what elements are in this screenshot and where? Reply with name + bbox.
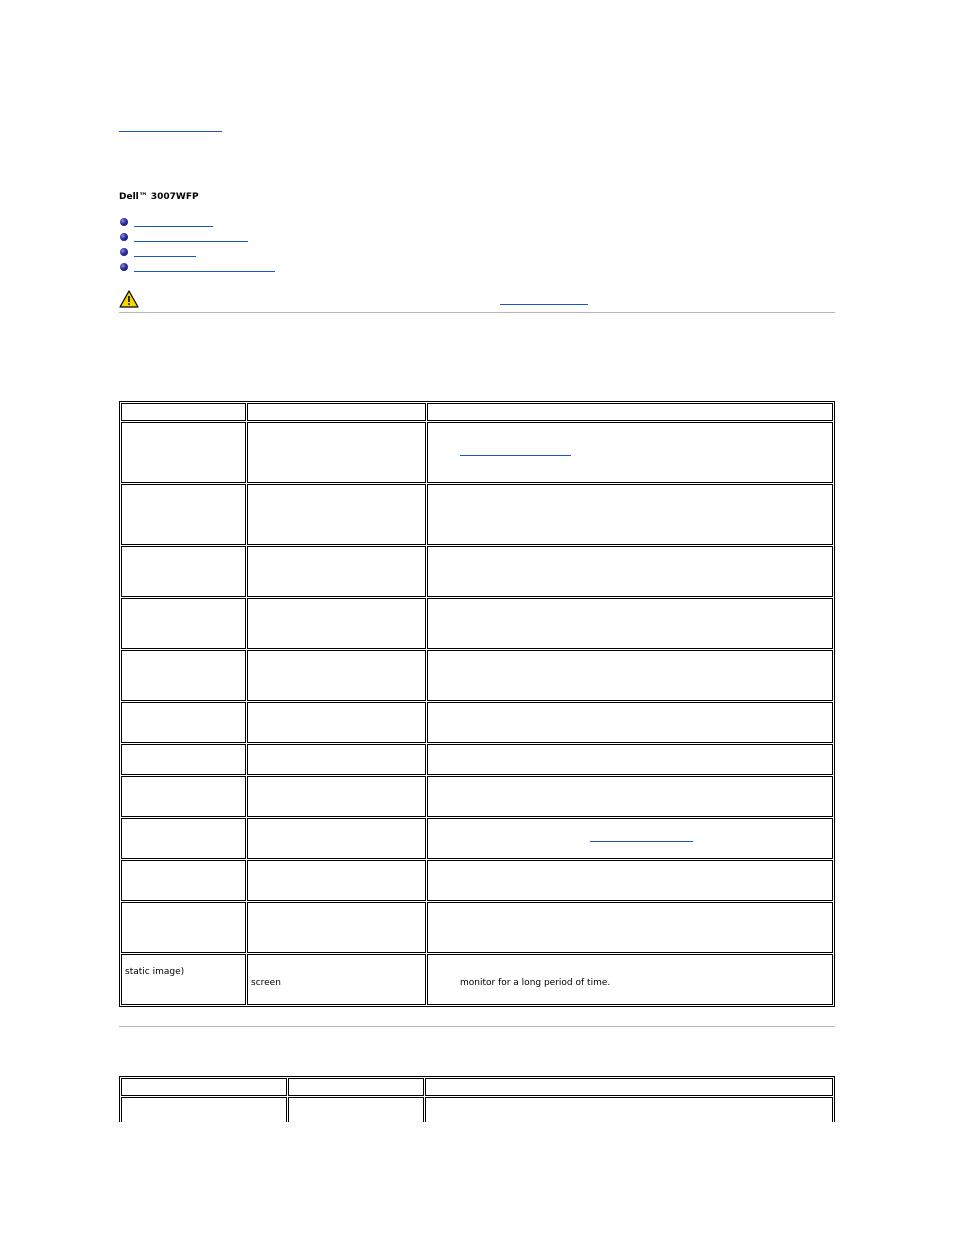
table-header-cell	[121, 1078, 287, 1096]
table-header-cell	[121, 403, 246, 421]
table-header-cell	[288, 1078, 424, 1096]
bullet-icon	[120, 233, 128, 241]
troubleshooting-table	[119, 401, 835, 1007]
back-link[interactable]	[119, 131, 222, 132]
bullet-icon	[120, 218, 128, 226]
row-link[interactable]	[460, 455, 571, 456]
cell-text: monitor for a long period of time.	[460, 978, 611, 988]
nav-link-3[interactable]	[134, 256, 196, 257]
page-bottom-margin	[0, 1122, 954, 1235]
bullet-icon	[120, 248, 128, 256]
nav-link-1[interactable]	[134, 226, 213, 227]
bullet-icon	[120, 263, 128, 271]
table-header-cell	[425, 1078, 833, 1096]
caution-icon	[119, 290, 139, 308]
cell-text: screen	[251, 978, 281, 988]
table-header-cell	[247, 403, 426, 421]
divider	[119, 1026, 835, 1027]
caution-link[interactable]	[500, 304, 588, 305]
row-link[interactable]	[590, 841, 693, 842]
table-header-cell	[427, 403, 833, 421]
nav-link-4[interactable]	[134, 271, 275, 272]
nav-link-2[interactable]	[134, 241, 248, 242]
cell-text: static image)	[125, 967, 185, 977]
page-title: Dell™ 3007WFP	[119, 192, 199, 202]
divider	[119, 312, 835, 313]
